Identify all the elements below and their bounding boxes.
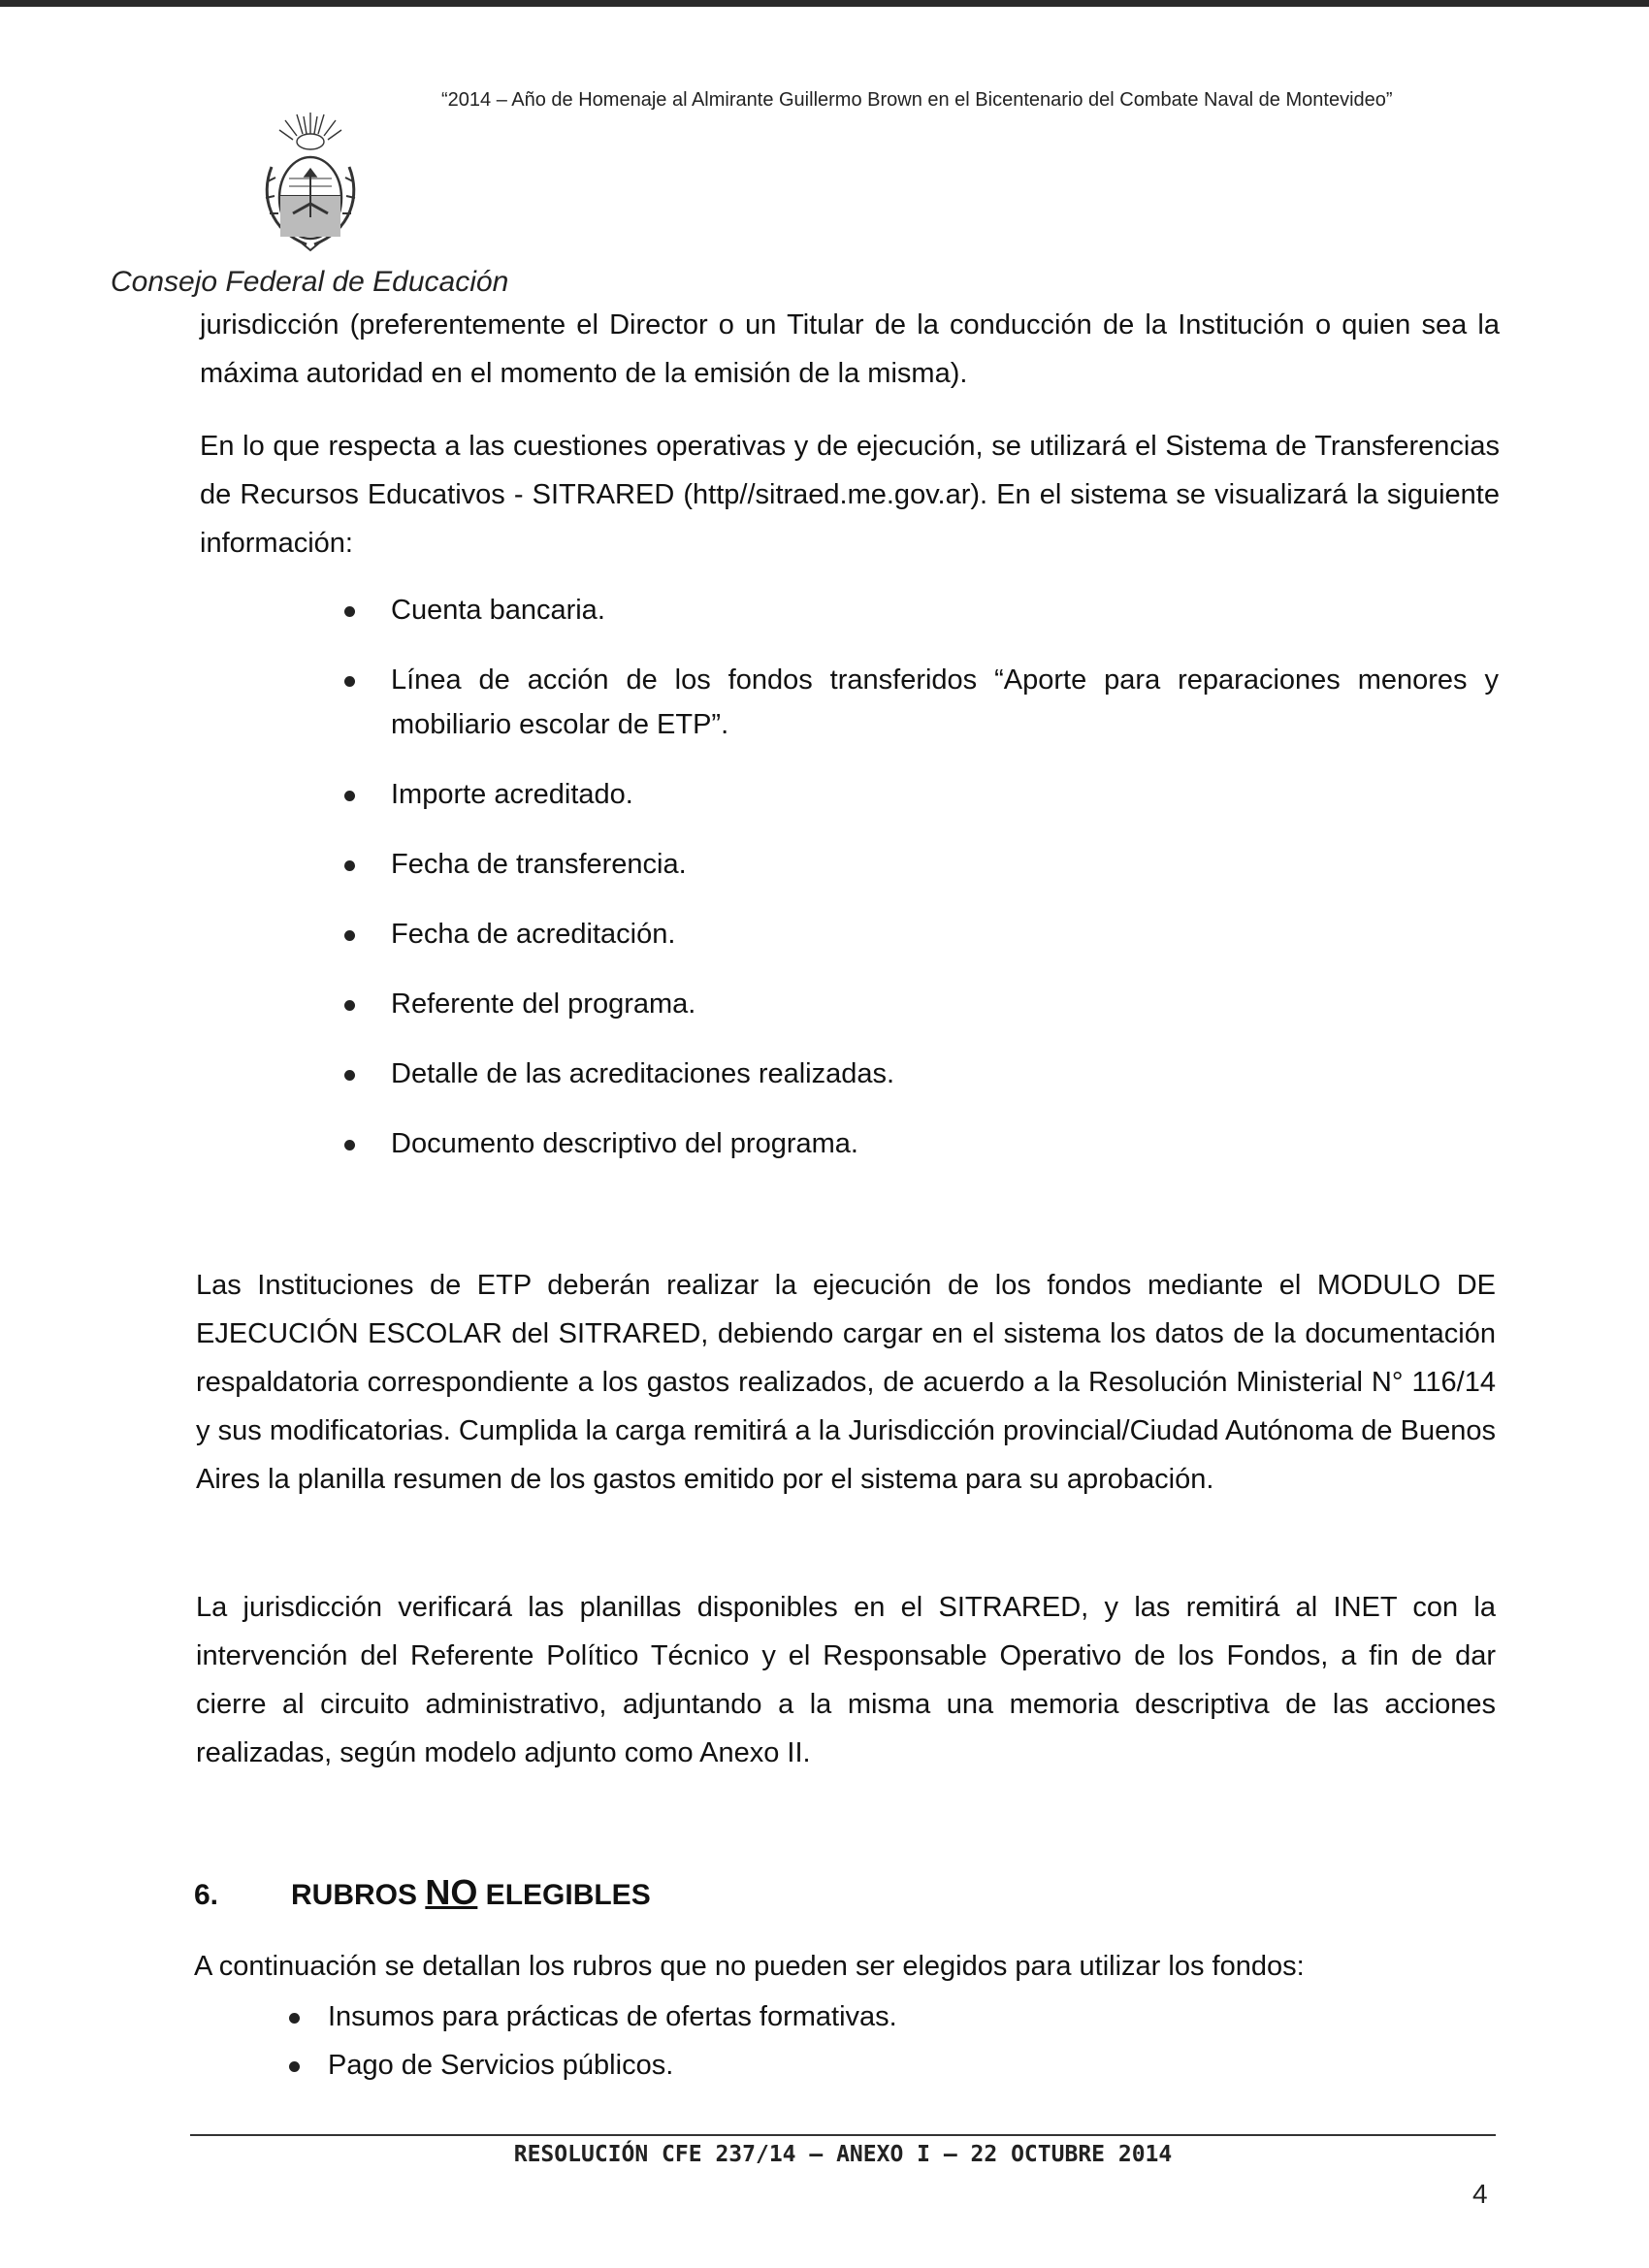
ineligible-list	[289, 1993, 1453, 2090]
list-item: Cuenta bancaria.	[344, 588, 1499, 632]
coat-of-arms-icon	[250, 109, 371, 252]
list-item: Documento descriptivo del programa.	[344, 1121, 1499, 1166]
list-item: Referente del programa.	[344, 982, 1499, 1026]
info-list	[344, 588, 1499, 1191]
footer-divider	[190, 2134, 1496, 2136]
paragraph-verificacion: La jurisdicción verificará las planillas disponibles en el SITRARED, y las remitirá al INET con la intervención del Referente Político Técnico y el Responsable Operativo de los Fondos, a fin de dar cierre al circuito administrativo, adjuntando a la misma una memoria descriptiva de las acciones realizadas, según modelo adjunto como Anexo II.	[196, 1592, 1496, 1768]
scan-top-edge	[0, 0, 1649, 7]
section-intro: A continuación se detallan los rubros que no pueden ser elegidos para utilizar los fondos:	[194, 1951, 1305, 1982]
list-item: Fecha de transferencia.	[344, 842, 1499, 887]
list-item: Insumos para prácticas de ofertas formativas.	[289, 1993, 1453, 2041]
list-item: Importe acreditado.	[344, 772, 1499, 817]
organization-name: Consejo Federal de Educación	[111, 266, 509, 298]
section-heading	[194, 1872, 651, 1913]
list-item: Pago de Servicios públicos.	[289, 2041, 1453, 2090]
paragraph-modulo-ejecucion: Las Instituciones de ETP deberán realizar la ejecución de los fondos mediante el MODULO DE EJECUCIÓN ESCOLAR del SITRARED, debiendo cargar en el sistema los datos de la documentación respaldatoria correspondiente a los gastos realizados, de acuerdo a la Resolución Ministerial N° 116/14 y sus modificatorias. Cumplida la carga remitirá a la Jurisdicción provincial/Ciudad Autónoma de Buenos Aires la planilla resumen de los gastos emitido por el sistema para su aprobación.	[196, 1270, 1496, 1495]
list-item: Fecha de acreditación.	[344, 912, 1499, 956]
header-motto: “2014 – Año de Homenaje al Almirante Guillermo Brown en el Bicentenario del Combate Naval de Montevideo”	[441, 89, 1393, 111]
section-title-no: NO	[425, 1872, 478, 1912]
section-title-part: ELEGIBLES	[477, 1879, 651, 1911]
paragraph-sitrared: En lo que respecta a las cuestiones operativas y de ejecución, se utilizará el Sistema de Transferencias de Recursos Educativos - SITRARED (http//sitraed.me.gov.ar). En el sistema se visualizará la siguiente información:	[200, 431, 1500, 559]
list-item: Línea de acción de los fondos transferidos “Aporte para reparaciones menores y mobiliario escolar de ETP”.	[344, 658, 1499, 747]
footer-reference: RESOLUCIÓN CFE 237/14 – ANEXO I – 22 OCTUBRE 2014	[513, 2142, 1173, 2167]
list-item: Detalle de las acreditaciones realizadas.	[344, 1052, 1499, 1096]
section-number: 6.	[194, 1879, 219, 1911]
paragraph-jurisdiccion: jurisdicción (preferentemente el Director o un Titular de la conducción de la Institución o quien sea la máxima autoridad en el momento de la emisión de la misma).	[200, 309, 1500, 389]
section-title-part: RUBROS	[291, 1879, 426, 1911]
page-number: 4	[1472, 2179, 1488, 2209]
